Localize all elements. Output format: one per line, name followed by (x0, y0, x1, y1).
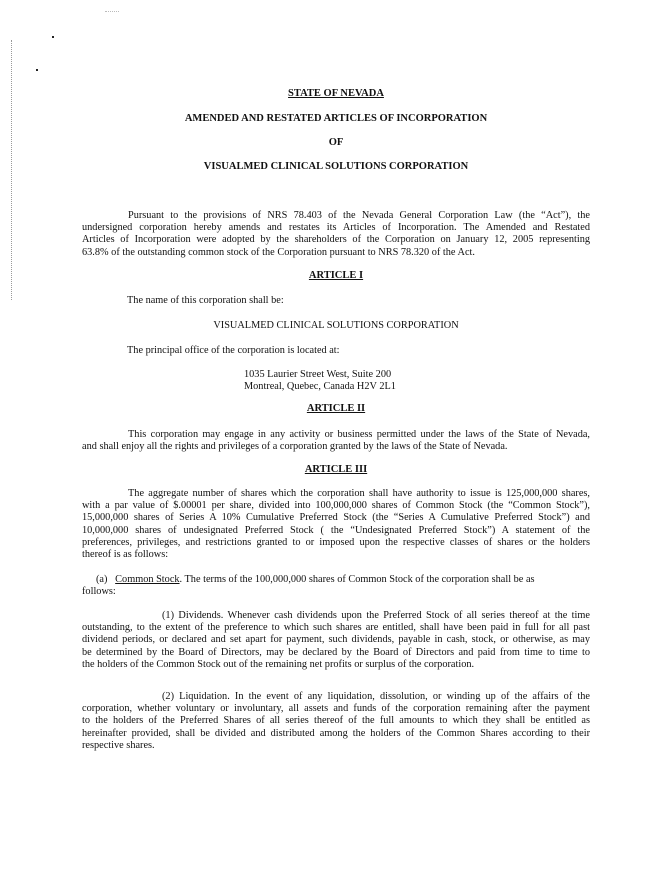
preamble-line: undersigned corporation hereby amends and restates its Articles of Incorporation. The Amended and Restated (82, 222, 590, 234)
scan-artifact (105, 11, 119, 13)
dividends-line: outstanding, to the extent of the preference to which such shares are entitled, shall have been paid in full for all past (82, 622, 590, 634)
article-3-line: 15,000,000 shares of Series A 10% Cumulative Preferred Stock (the “Series A Cumulative Preferred Stock”) and (82, 512, 590, 524)
scan-speck (36, 69, 38, 71)
article-3-line: preferences, privileges, and restrictions granted to or imposed upon the respective classes of shares or the holders (82, 536, 590, 548)
article-3-line: thereof is as follows: (82, 548, 169, 560)
dividends-paragraph (82, 610, 590, 671)
liquidation-line: respective shares. (82, 739, 155, 751)
office-intro: The principal office of the corporation is located at: (127, 345, 340, 356)
address-line-1: 1035 Laurier Street West, Suite 200 (244, 369, 392, 380)
article-2-line: This corporation may engage in any activity or business permitted under the laws of the State of Nevada, (128, 429, 590, 440)
article-3-heading: ARTICLE III (304, 464, 368, 475)
preamble-paragraph (82, 210, 590, 259)
name-intro: The name of this corporation shall be: (127, 295, 284, 306)
liquidation-line: to the holders of the Preferred Shares of all series thereof of the full amounts to which they shall be entitled as (82, 715, 590, 727)
liquidation-line: (2) Liquidation. In the event of any liquidation, dissolution, or winding up of the affairs of the (162, 691, 590, 702)
address-line-2: Montreal, Quebec, Canada H2V 2L1 (244, 381, 396, 392)
title-of: OF (328, 137, 344, 148)
liquidation-paragraph (82, 691, 590, 752)
article-3-paragraph (82, 488, 590, 561)
article-1-heading: ARTICLE I (308, 270, 364, 281)
preamble-line: 63.8% of the outstanding common stock of the Corporation pursuant to NRS 78.320 of the Act. (82, 246, 475, 258)
section-a-cont: follows: (82, 586, 116, 598)
preamble-line: Pursuant to the provisions of NRS 78.403 of the Nevada General Corporation Law (the “Act”), the (128, 210, 590, 221)
section-a-title: Common Stock (115, 574, 180, 585)
article-2-heading: ARTICLE II (306, 403, 366, 414)
corporation-name: VISUALMED CLINICAL SOLUTIONS CORPORATION (213, 320, 459, 331)
liquidation-line: corporation, whether voluntary or involuntary, all assets and funds of the corporation remaining after the payment (82, 703, 590, 715)
company-heading: VISUALMED CLINICAL SOLUTIONS CORPORATION (203, 161, 469, 172)
document-title: AMENDED AND RESTATED ARTICLES OF INCORPORATION (184, 113, 488, 124)
article-3-line: with a par value of $.00001 per share, divided into 100,000,000 shares of Common Stock (the “Common Stock”), (82, 500, 590, 512)
preamble-line: Articles of Incorporation were adopted by the shareholders of the Corporation on January 12, 2005 representing (82, 234, 590, 246)
article-3-line: The aggregate number of shares which the corporation shall have authority to issue is 125,000,000 shares, (128, 488, 590, 499)
dividends-line: dividend periods, or declared and set apart for payment, such dividends, payable in cash, stock, or otherwise, as may (82, 634, 590, 646)
article-2-paragraph (82, 429, 590, 453)
section-a-label: (a) (96, 574, 108, 585)
article-2-line: and shall enjoy all the rights and privileges of a corporation granted by the laws of the State of Nevada. (82, 441, 508, 453)
scan-speck (52, 36, 54, 38)
section-a-line (82, 574, 590, 586)
article-3-line: 10,000,000 shares of undesignated Preferred Stock ( the “Undesignated Preferred Stock”) A statement of the (82, 524, 590, 536)
liquidation-line: hereinafter provided, shall be divided and distributed among the holders of the Common Shares according to their (82, 727, 590, 739)
section-a-text: . The terms of the 100,000,000 shares of Common Stock of the corporation shall be as (179, 574, 535, 585)
section-a (82, 574, 590, 598)
scan-edge-artifact (11, 40, 13, 300)
dividends-line: be determined by the Board of Directors, may be declared by the Board of Directors and paid from time to time to (82, 646, 590, 658)
state-heading: STATE OF NEVADA (288, 88, 384, 99)
dividends-line: (1) Dividends. Whenever cash dividends upon the Preferred Stock of all series thereof at the time (162, 610, 590, 621)
dividends-line: the holders of the Common Stock out of the remaining net profits or surplus of the corporation. (82, 658, 475, 670)
